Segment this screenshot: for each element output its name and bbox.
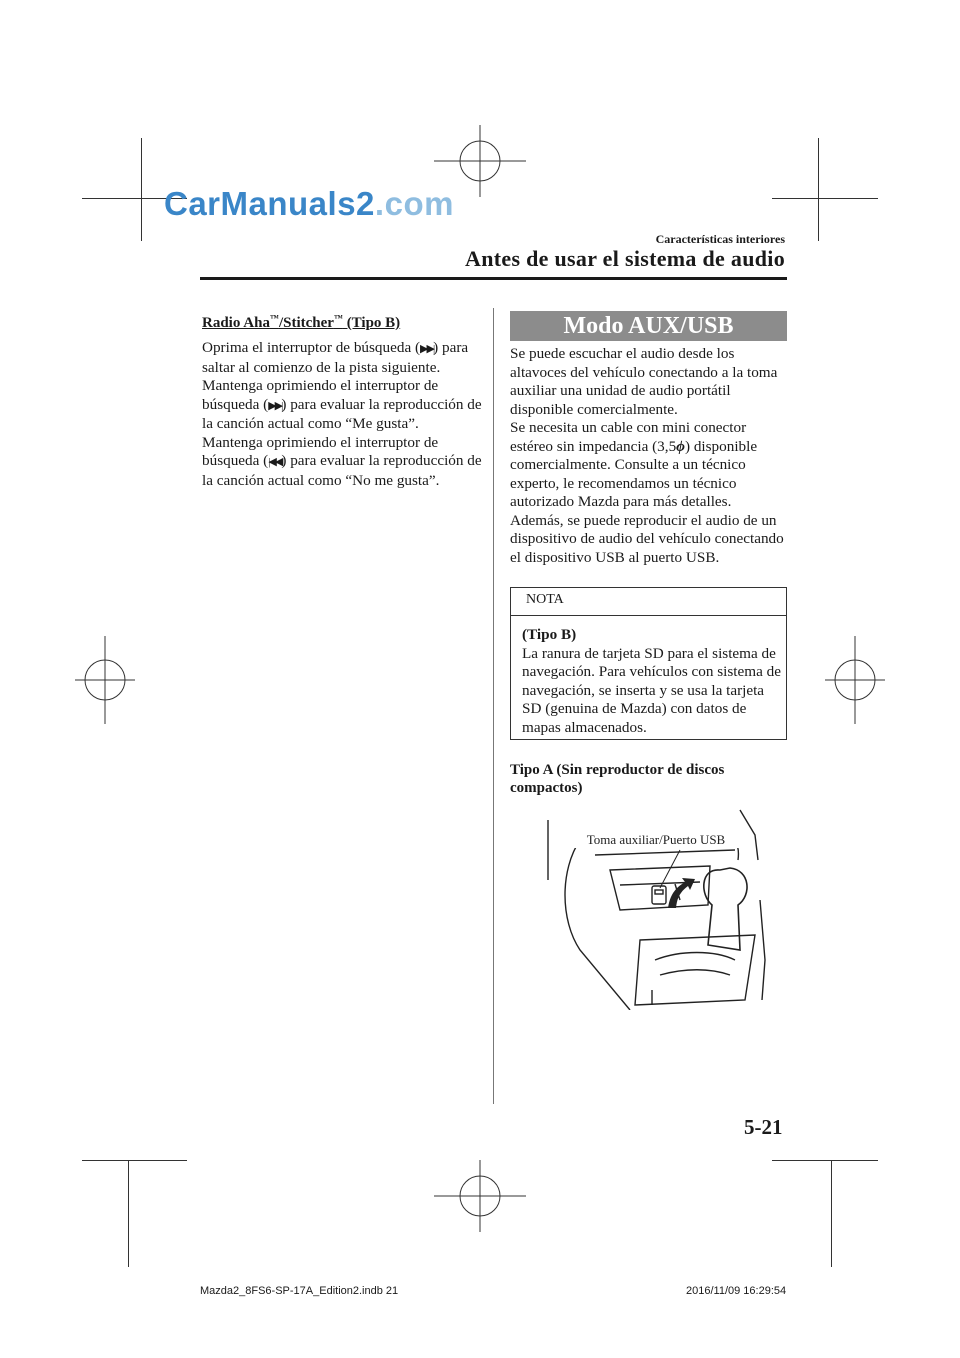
trademark-mark: ™	[269, 313, 279, 323]
heading-part: /Stitcher	[278, 315, 334, 331]
header-rule	[200, 277, 787, 280]
footer-filename: Mazda2_8FS6-SP-17A_Edition2.indb 21	[200, 1285, 399, 1297]
phi-symbol: ϕ	[676, 437, 685, 455]
watermark-main: CarManuals2	[164, 185, 375, 222]
paragraph-cable	[510, 419, 788, 512]
console-illustration	[540, 800, 780, 1010]
note-divider	[511, 615, 786, 616]
text: Mantenga oprimiendo el interruptor de búsqueda (	[202, 377, 439, 413]
figure-label: Toma auxiliar/Puerto USB	[586, 832, 726, 847]
text: Oprima el interruptor de búsqueda (	[202, 339, 421, 356]
note-text: La ranura de tarjeta SD para el sistema de navegación. Para vehículos con sistema de navegación, se inserta y se usa la tarjeta SD (genuina de Mazda) con datos de mapas almacenados.	[522, 644, 781, 736]
seek-forward-icon: ▶▶|	[268, 399, 282, 412]
text: )	[433, 339, 439, 356]
column-divider	[493, 308, 494, 1104]
right-body	[510, 345, 788, 567]
paragraph-aux: Se puede escuchar el audio desde los altavoces del vehículo conectando a la toma auxiliar una unidad de audio portátil disponible comercialmente.	[510, 345, 778, 418]
trademark-mark: ™	[333, 313, 343, 323]
text: Mantenga oprimiendo el interruptor de búsqueda (	[202, 433, 439, 469]
section-bar-aux-usb: Modo AUX/USB	[510, 311, 787, 341]
footer-timestamp: 2016/11/09 16:29:54	[686, 1285, 787, 1297]
paragraph-usb: Además, se puede reproducir el audio de un dispositivo de audio del vehículo conectando el dispositivo USB al puerto USB.	[510, 511, 784, 566]
paragraph-skip	[202, 339, 487, 377]
text: ) para evaluar la reproducción de la canción actual como “Me gusta”.	[202, 395, 482, 432]
heading-part: Radio Aha	[202, 315, 270, 331]
text: ) para evaluar la reproducción de la canción actual como “No me gusta”.	[202, 452, 482, 489]
watermark-suffix: .com	[374, 185, 454, 222]
seek-backward-icon: |◀◀	[268, 456, 282, 468]
text: para saltar al comienzo de la pista siguiente.	[202, 339, 469, 376]
section-label: Características interiores	[655, 232, 785, 246]
left-body	[202, 339, 487, 490]
text: ) disponible comercialmente. Consulte a un técnico experto, le recomendamos un técnico autorizado Mazda para más detalles.	[510, 437, 758, 510]
heading-part: (Tipo B)	[342, 315, 401, 331]
watermark-logo	[164, 185, 454, 223]
paragraph-dislike	[202, 434, 487, 491]
page-number: 5-21	[744, 1115, 783, 1139]
text: Se necesita un cable con mini conector estéreo sin impedancia (3,5	[510, 419, 747, 455]
page-title: Antes de usar el sistema de audio	[465, 246, 785, 271]
paragraph-like	[202, 377, 487, 434]
note-heading: (Tipo B)	[522, 626, 577, 643]
tipo-a-heading: Tipo A (Sin reproductor de discos compactos)	[510, 762, 725, 796]
seek-forward-icon: ▶▶|	[420, 343, 434, 355]
aha-stitcher-heading	[202, 313, 400, 332]
note-label: NOTA	[526, 592, 564, 607]
note-body	[522, 626, 782, 737]
